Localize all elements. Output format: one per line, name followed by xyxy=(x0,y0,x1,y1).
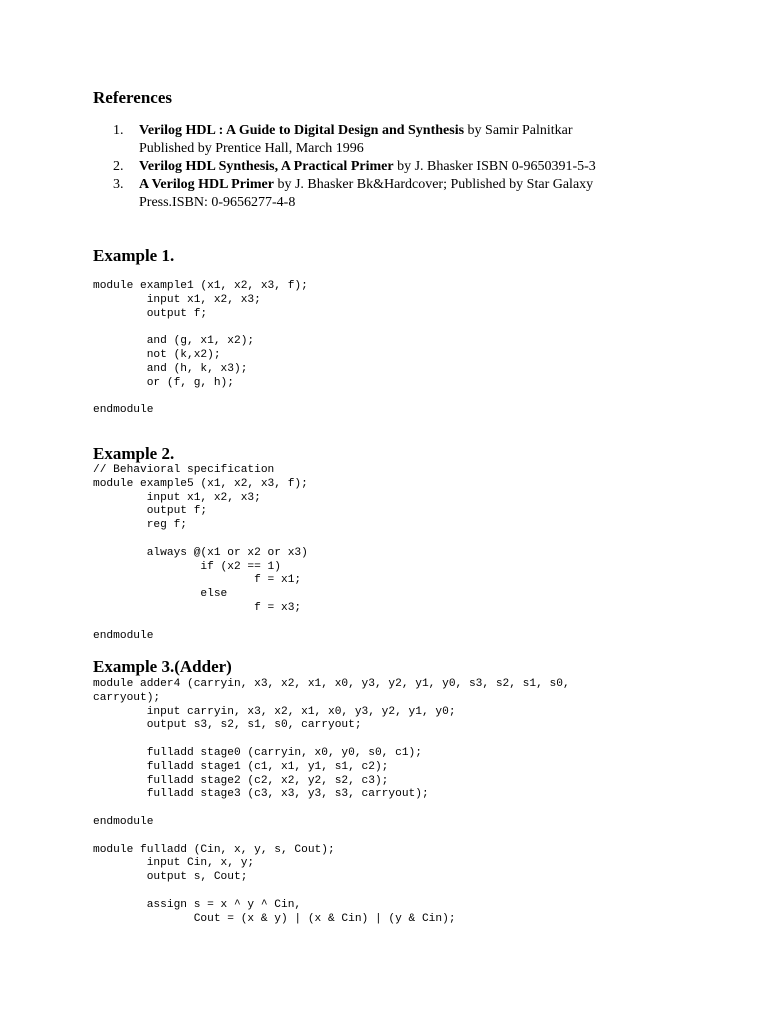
references-heading: References xyxy=(93,88,172,107)
reference-details: by J. Bhasker Bk&Hardcover; Published by Star Galaxy xyxy=(273,177,594,192)
example-1-heading: Example 1. xyxy=(93,246,175,265)
reference-title: Verilog HDL Synthesis, A Practical Primer xyxy=(139,159,394,174)
example-1-code: module example1 (x1, x2, x3, f); input x1, x2, x3; output f; and (g, x1, x2); not (k,x2); and (h, k, x3); or (f, g, h); endmodule xyxy=(93,280,308,417)
reference-number: 1. xyxy=(113,123,124,138)
reference-title: A Verilog HDL Primer xyxy=(139,177,274,192)
reference-details: by Samir Palnitkar xyxy=(464,123,573,138)
reference-item xyxy=(93,122,693,158)
reference-details-line2: Press.ISBN: 0-9656277-4-8 xyxy=(139,195,296,210)
example-2-heading: Example 2. xyxy=(93,444,175,463)
reference-title: Verilog HDL : A Guide to Digital Design and Synthesis xyxy=(139,123,465,138)
reference-number: 3. xyxy=(113,177,124,192)
example-3-code: module adder4 (carryin, x3, x2, x1, x0, y3, y2, y1, y0, s3, s2, s1, s0, carryout); input carryin, x3, x2, x1, x0, y3, y2, y1, y0; output s3, s2, s1, s0, carryout; fulladd stage0 (carryin, x0, y0, s0, c1); fulladd stage1 (c1, x1, y1, s1, c2); fulladd stage2 (c2, x2, y2, s2, c3); fulladd stage3 (c3, x3, y3, s3, carryout); endmodule module fulladd (Cin, x, y, s, Cout); input Cin, x, y; output s, Cout; assign s = x ^ y ^ Cin, Cout = (x & y) | (x & Cin) | (y & Cin); xyxy=(93,678,570,925)
reference-item xyxy=(93,176,693,212)
reference-details-line2: Published by Prentice Hall, March 1996 xyxy=(139,141,364,156)
references-list xyxy=(93,122,693,212)
example-3-heading: Example 3.(Adder) xyxy=(93,657,232,676)
reference-item xyxy=(93,158,693,176)
reference-number: 2. xyxy=(113,159,124,174)
example-2-code: // Behavioral specification module example5 (x1, x2, x3, f); input x1, x2, x3; output f; reg f; always @(x1 or x2 or x3) if (x2 == 1) f = x1; else f = x3; endmodule xyxy=(93,464,308,642)
reference-details: by J. Bhasker ISBN 0-9650391-5-3 xyxy=(393,159,596,174)
